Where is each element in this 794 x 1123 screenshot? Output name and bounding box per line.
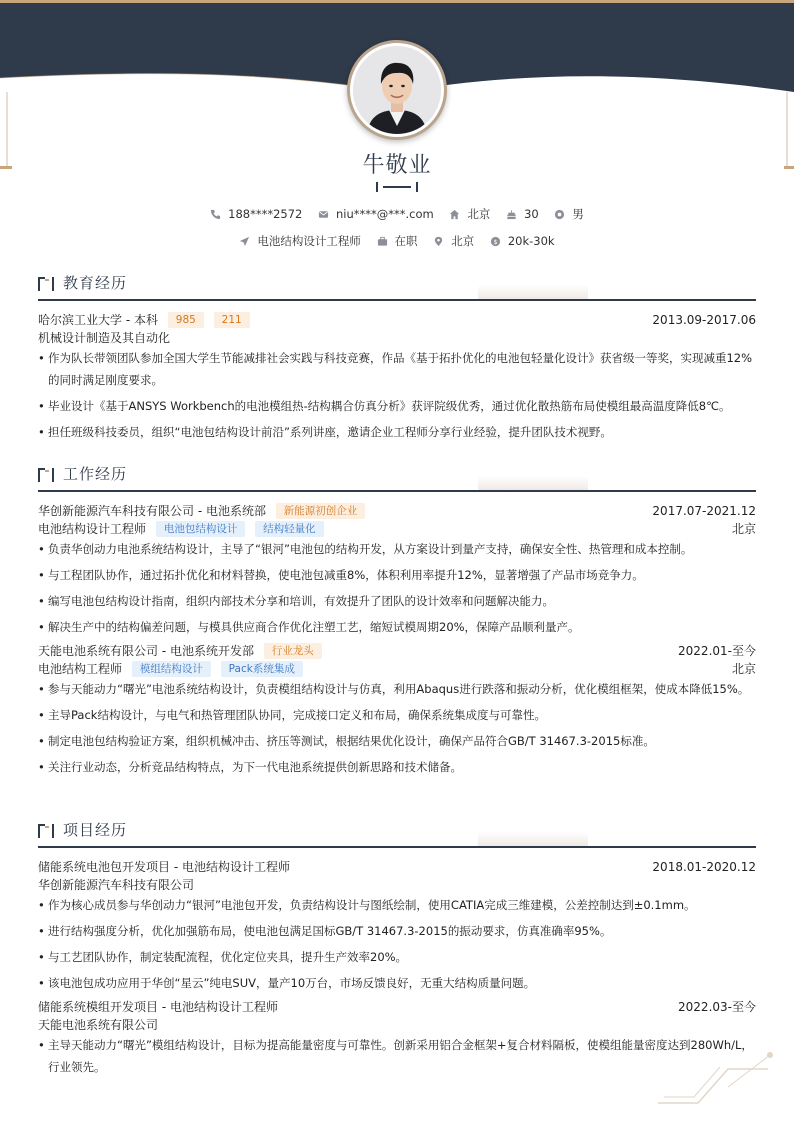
section-title: 教育经历 <box>63 274 128 292</box>
list-item: • 作为核心成员参与华创动力“银河”电池包开发，负责结构设计与图纸绘制，使用CATIA完成三维建模，公差控制达到±0.1mm。 <box>38 894 756 916</box>
age-item <box>506 207 539 221</box>
salary-item <box>490 234 555 248</box>
section-bracket-icon <box>38 468 56 482</box>
list-item: • 解决生产中的结构偏差问题，与模具供应商合作优化注塑工艺，缩短试模周期20%，保障产品顺利量产。 <box>38 616 756 638</box>
contact-row <box>0 206 794 223</box>
work-date: 2022.01-至今 <box>678 644 756 658</box>
gender-icon <box>554 209 565 220</box>
project-org: 华创新能源汽车科技有限公司 <box>38 878 195 892</box>
project-date: 2018.01-2020.12 <box>652 860 756 874</box>
work-bullets <box>38 678 756 778</box>
section-divider <box>38 490 756 492</box>
gender-item <box>554 206 584 222</box>
school-tag: 985 <box>168 312 204 328</box>
age-text: 30 <box>524 207 539 221</box>
work-date: 2017.07-2021.12 <box>652 504 756 518</box>
section-header <box>38 271 756 299</box>
company-name: 天能电池系统有限公司 - 电池系统开发部 <box>38 644 254 658</box>
list-item: • 编写电池包结构设计指南，组织内部技术分享和培训，有效提升了团队的设计效率和问题解决能力。 <box>38 590 756 612</box>
email-item <box>318 207 434 221</box>
section-title: 项目经历 <box>63 821 128 839</box>
target-city-item <box>433 233 474 249</box>
project-entry <box>38 998 756 1082</box>
gender-text: 男 <box>572 207 584 221</box>
position: 电池结构工程师 <box>38 662 123 676</box>
svg-text:$: $ <box>493 237 498 246</box>
list-item: • 负责华创动力电池系统结构设计，主导了“银河”电池包的结构开发，从方案设计到量产支持，确保安全性、热管理和成本控制。 <box>38 538 756 560</box>
school-tag: 211 <box>214 312 250 328</box>
school-name: 哈尔滨工业大学 - 本科 <box>38 313 158 327</box>
company-tag: 行业龙头 <box>264 643 322 659</box>
mail-icon <box>318 209 329 220</box>
skill-tag: 电池包结构设计 <box>156 521 246 537</box>
project-bullets <box>38 894 756 994</box>
salary-text: 20k-30k <box>507 234 555 248</box>
candidate-name: 牛敬业 <box>362 153 432 178</box>
location-icon <box>433 236 444 247</box>
section-divider <box>38 846 756 848</box>
email-text: niu****@***.com <box>336 207 434 221</box>
major: 机械设计制造及其自动化 <box>38 331 171 345</box>
skill-tag: Pack系统集成 <box>221 661 303 677</box>
section-header <box>38 462 756 490</box>
list-item: • 与工艺团队协作，制定装配流程，优化定位夹具，提升生产效率20%。 <box>38 946 756 968</box>
list-item: • 进行结构强度分析，优化加强筋布局，使电池包满足国标GB/T 31467.3-2015的振动要求，仿真准确率95%。 <box>38 920 756 942</box>
education-section <box>38 271 756 439</box>
company-tag: 新能源初创企业 <box>276 503 366 519</box>
job-intent-row <box>0 233 794 250</box>
skill-tag: 结构轻量化 <box>255 521 324 537</box>
work-entry <box>38 642 756 782</box>
education-bullets <box>38 347 756 443</box>
status-text: 在职 <box>394 234 418 248</box>
corner-decoration <box>658 1047 776 1105</box>
briefcase-icon <box>377 236 388 247</box>
list-item: • 与工程团队协作，通过拓扑优化和材料替换，使电池包减重8%，体积利用率提升12%，显著增强了产品市场竞争力。 <box>38 564 756 586</box>
section-divider <box>38 299 756 301</box>
education-date: 2013.09-2017.06 <box>652 313 756 327</box>
education-entry <box>38 311 756 447</box>
project-name: 储能系统电池包开发项目 - 电池结构设计工程师 <box>38 860 290 874</box>
status-item <box>377 233 418 249</box>
phone-text: 188****2572 <box>228 207 303 221</box>
project-bullets <box>38 1034 756 1078</box>
project-org: 天能电池系统有限公司 <box>38 1018 159 1032</box>
list-item: • 主导天能动力“曙光”模组结构设计，目标为提高能量密度与可靠性。创新采用铝合金框架+复合材料隔板，使模组能量密度达到280Wh/L，行业领先。 <box>38 1034 756 1078</box>
list-item: • 主导Pack结构设计，与电气和热管理团队协同，完成接口定义和布局，确保系统集成度与可靠性。 <box>38 704 756 726</box>
list-item: • 参与天能动力“曙光”电池系统结构设计，负责模组结构设计与仿真，利用Abaqus进行跌落和振动分析，优化模组框架，使成本降低15%。 <box>38 678 756 700</box>
project-date: 2022.03-至今 <box>678 1000 756 1014</box>
city-text: 北京 <box>467 207 491 221</box>
work-bullets <box>38 538 756 638</box>
target-job-text: 电池结构设计工程师 <box>257 234 361 248</box>
work-section <box>38 462 756 774</box>
list-item: • 作为队长带领团队参加全国大学生节能减排社会实践与科技竞赛，作品《基于拓扑优化的电池包轻量化设计》获省级一等奖，实现减重12%的同时满足刚度要求。 <box>38 347 756 391</box>
target-job-item <box>239 233 361 249</box>
list-item: • 制定电池包结构验证方案，组织机械冲击、挤压等测试，根据结果优化设计，确保产品符合GB/T 31467.3-2015标准。 <box>38 730 756 752</box>
work-entry <box>38 502 756 642</box>
home-icon <box>449 209 460 220</box>
position: 电池结构设计工程师 <box>38 522 147 536</box>
list-item: • 关注行业动态，分析竞品结构特点，为下一代电池系统提供创新思路和技术储备。 <box>38 756 756 778</box>
work-location: 北京 <box>731 662 756 676</box>
section-bracket-icon <box>38 277 56 291</box>
list-item: • 毕业设计《基于ANSYS Workbench的电池模组热-结构耦合仿真分析》获评院级优秀，通过优化散热筋布局使模组最高温度降低8℃。 <box>38 395 756 417</box>
send-icon <box>239 236 250 247</box>
phone-item <box>210 207 302 221</box>
work-location: 北京 <box>731 522 756 536</box>
list-item: • 担任班级科技委员，组织“电池包结构设计前沿”系列讲座，邀请企业工程师分享行业经验，提升团队技术视野。 <box>38 421 756 443</box>
section-header <box>38 818 756 846</box>
company-name: 华创新能源汽车科技有限公司 - 电池系统部 <box>38 504 266 518</box>
cake-icon <box>506 209 517 220</box>
money-icon <box>490 236 501 247</box>
phone-icon <box>210 209 221 220</box>
project-name: 储能系统模组开发项目 - 电池结构设计工程师 <box>38 1000 278 1014</box>
skill-tag: 模组结构设计 <box>132 661 211 677</box>
list-item: • 该电池包成功应用于华创“星云”纯电SUV，量产10万台，市场反馈良好，无重大结构质量问题。 <box>38 972 756 994</box>
name-divider <box>376 182 418 192</box>
avatar <box>347 40 447 140</box>
project-entry <box>38 858 756 998</box>
city-item <box>449 206 490 222</box>
target-city-text: 北京 <box>451 234 475 248</box>
project-section <box>38 818 756 1074</box>
section-title: 工作经历 <box>63 465 128 483</box>
section-bracket-icon <box>38 824 56 838</box>
